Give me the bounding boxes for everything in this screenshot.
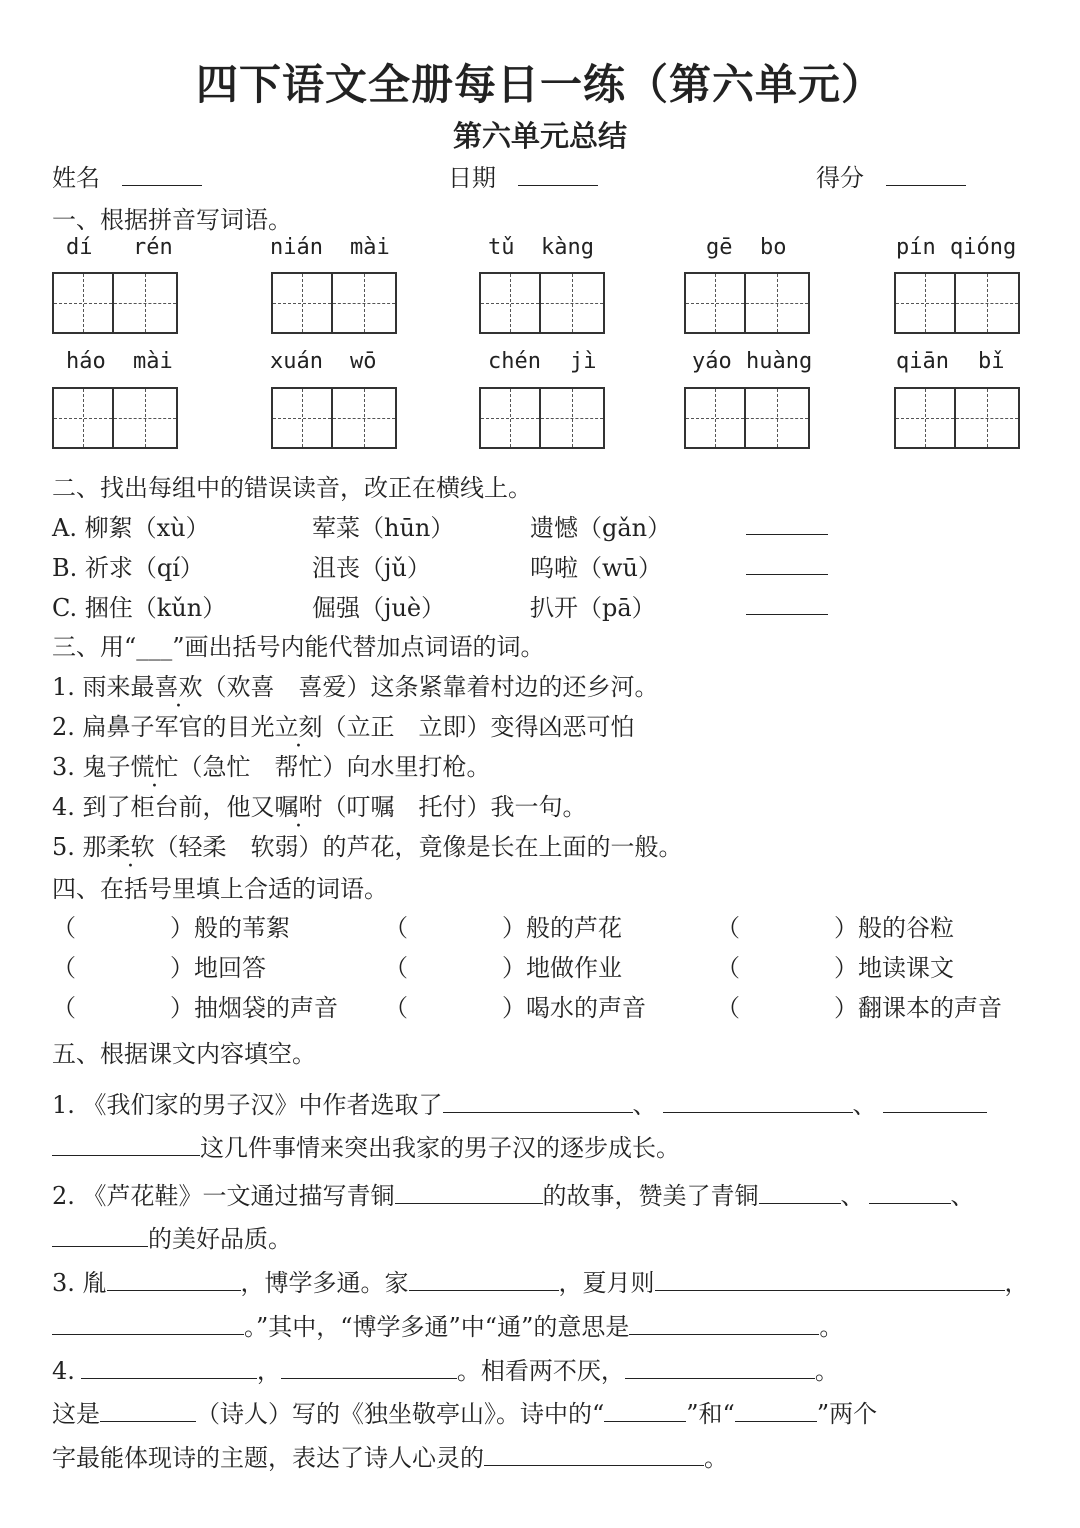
- answer-blank[interactable]: [52, 1222, 148, 1247]
- q4-text: 字最能体现诗的主题，表达了诗人心灵的: [52, 1444, 484, 1472]
- paren-open: （: [716, 994, 740, 1022]
- fill-item: ）般的芦花: [502, 914, 622, 942]
- separator: ，: [1004, 1269, 1029, 1297]
- q1-line-2: [52, 1128, 680, 1163]
- paren-open: （: [384, 914, 408, 942]
- answer-blank[interactable]: [52, 1131, 200, 1156]
- item-text: 4. 到了柜台前，他又: [52, 793, 275, 821]
- pronunciation-item: 遗憾（gǎn）: [530, 514, 672, 542]
- fill-item: ）翻课本的声音: [834, 994, 1002, 1022]
- pronunciation-item: 呜啦（wū）: [530, 554, 662, 582]
- period: 。: [704, 1444, 728, 1472]
- fill-item: ）地读课文: [834, 954, 954, 982]
- pinyin: jì: [570, 349, 597, 374]
- q4-line-2: [52, 1394, 877, 1429]
- page-title: 四下语文全册每日一练（第六单元）: [195, 60, 884, 109]
- period: 。: [819, 1313, 844, 1341]
- dotted-word: 嘱咐: [274, 793, 323, 821]
- pinyin: dí: [66, 235, 93, 260]
- paren-open: （: [52, 994, 76, 1022]
- separator: 、: [852, 1091, 877, 1119]
- dotted-word: 立刻: [274, 713, 323, 741]
- pinyin: pín: [896, 235, 936, 260]
- answer-blank[interactable]: [81, 1354, 257, 1379]
- pinyin: qiān: [896, 349, 949, 374]
- pronunciation-item: 倔强（juè）: [312, 594, 446, 622]
- writing-grid[interactable]: [52, 272, 178, 334]
- q2-text: 的美好品质。: [148, 1225, 292, 1253]
- name-blank[interactable]: [122, 161, 202, 186]
- page-subtitle: 第六单元总结: [452, 119, 627, 153]
- synonym-item[interactable]: [52, 747, 491, 782]
- q4-text: 这是: [52, 1400, 100, 1428]
- answer-blank[interactable]: [883, 1088, 987, 1113]
- separator: ，: [256, 1357, 281, 1385]
- paren-open: （: [716, 914, 740, 942]
- writing-grid[interactable]: [894, 387, 1020, 449]
- paren-open: （: [384, 954, 408, 982]
- score-field[interactable]: [816, 158, 966, 193]
- dotted-word: 慌忙: [130, 753, 179, 781]
- correction-blank-a[interactable]: [746, 510, 828, 535]
- q3-text: ，博学多通。家: [240, 1269, 409, 1297]
- writing-grid[interactable]: [894, 272, 1020, 334]
- pinyin: háo: [66, 349, 106, 374]
- pinyin: xuán: [270, 349, 323, 374]
- correction-blank-c[interactable]: [746, 590, 828, 615]
- separator: 、: [840, 1182, 865, 1210]
- item-text: 3. 鬼子: [52, 753, 131, 781]
- item-options: （急忙 帮忙）向水里打枪。: [178, 753, 491, 781]
- pinyin: bǐ: [978, 349, 1005, 374]
- paren-open: （: [52, 954, 76, 982]
- section-5-heading: 五、根据课文内容填空。: [52, 1040, 316, 1068]
- dotted-word: 柔软: [106, 833, 155, 861]
- answer-blank[interactable]: [52, 1310, 244, 1335]
- pinyin: gē: [706, 235, 733, 260]
- score-label: 得分: [816, 164, 864, 192]
- section-3-heading: 三、用“___”画出括号内能代替加点词语的词。: [52, 633, 545, 661]
- writing-grid[interactable]: [684, 272, 810, 334]
- pinyin: mài: [133, 349, 173, 374]
- pinyin: chén: [488, 349, 541, 374]
- correction-blank-b[interactable]: [746, 550, 828, 575]
- answer-blank[interactable]: [107, 1266, 241, 1291]
- paren-open: （: [52, 914, 76, 942]
- date-field[interactable]: [448, 158, 598, 193]
- fill-item: ）抽烟袋的声音: [170, 994, 338, 1022]
- q3-line-2: [52, 1307, 843, 1342]
- q4-line-1: [52, 1351, 839, 1386]
- answer-blank[interactable]: [629, 1310, 819, 1335]
- score-blank[interactable]: [886, 161, 966, 186]
- pinyin: yáo: [692, 349, 732, 374]
- pinyin: tǔ: [488, 235, 515, 260]
- q2-text: 的故事，赞美了青铜: [542, 1182, 759, 1210]
- synonym-item[interactable]: [52, 707, 635, 742]
- answer-blank[interactable]: [409, 1266, 559, 1291]
- period: 。: [814, 1357, 839, 1385]
- writing-grid[interactable]: [479, 387, 605, 449]
- writing-grid[interactable]: [52, 387, 178, 449]
- writing-grid[interactable]: [684, 387, 810, 449]
- pinyin: huàng: [746, 349, 813, 374]
- fill-item: ）地回答: [170, 954, 266, 982]
- answer-blank[interactable]: [281, 1354, 457, 1379]
- q2-line-1: [52, 1176, 975, 1211]
- q3-text: 。”其中，“博学多通”中“通”的意思是: [244, 1313, 630, 1341]
- pronunciation-item: 扒开（pā）: [530, 594, 656, 622]
- synonym-item[interactable]: [52, 667, 659, 702]
- q4-text: 。相看两不厌，: [456, 1357, 625, 1385]
- writing-grid[interactable]: [479, 272, 605, 334]
- answer-blank[interactable]: [735, 1397, 817, 1422]
- paren-open: （: [384, 994, 408, 1022]
- answer-blank[interactable]: [759, 1179, 841, 1204]
- answer-blank[interactable]: [484, 1441, 704, 1466]
- answer-blank[interactable]: [663, 1088, 853, 1113]
- dotted-word: 喜欢: [154, 673, 203, 701]
- answer-blank[interactable]: [869, 1179, 951, 1204]
- answer-blank[interactable]: [443, 1088, 633, 1113]
- answer-blank[interactable]: [604, 1397, 686, 1422]
- item-options: （欢喜 喜爱）这条紧靠着村边的还乡河。: [202, 673, 659, 701]
- answer-blank[interactable]: [655, 1266, 1005, 1291]
- date-blank[interactable]: [518, 161, 598, 186]
- fill-item: ）般的谷粒: [834, 914, 954, 942]
- date-label: 日期: [448, 164, 496, 192]
- pronunciation-item: C. 捆住（kǔn）: [52, 594, 227, 622]
- q3-text: 3. 胤: [52, 1269, 107, 1297]
- q4-line-3: [52, 1438, 728, 1473]
- pinyin: nián: [270, 235, 323, 260]
- pinyin: rén: [133, 235, 173, 260]
- q1-line-1: [52, 1085, 987, 1120]
- answer-blank[interactable]: [395, 1179, 543, 1204]
- item-options: （立正 立即）变得凶恶可怕: [322, 713, 635, 741]
- pronunciation-item: B. 祈求（qí）: [52, 554, 204, 582]
- q1-text: 这几件事情来突出我家的男子汉的逐步成长。: [200, 1134, 680, 1162]
- section-2-heading: 二、找出每组中的错误读音，改正在横线上。: [52, 474, 532, 502]
- name-field[interactable]: [52, 158, 202, 193]
- answer-blank[interactable]: [625, 1354, 815, 1379]
- q3-text: ，夏月则: [558, 1269, 655, 1297]
- q3-line-1: [52, 1263, 1029, 1298]
- item-text: 2. 扁鼻子军官的目光: [52, 713, 275, 741]
- section-4-heading: 四、在括号里填上合适的词语。: [52, 875, 388, 903]
- fill-item: ）喝水的声音: [502, 994, 646, 1022]
- writing-grid[interactable]: [271, 272, 397, 334]
- pinyin: kàng: [541, 235, 594, 260]
- separator: 、: [950, 1182, 975, 1210]
- q4-text: 4.: [52, 1357, 75, 1385]
- pinyin: bo: [760, 235, 787, 260]
- pronunciation-item: A. 柳絮（xù）: [52, 514, 210, 542]
- fill-item: ）地做作业: [502, 954, 622, 982]
- synonym-item[interactable]: [52, 787, 587, 822]
- item-options: （叮嘱 托付）我一句。: [322, 793, 587, 821]
- paren-open: （: [716, 954, 740, 982]
- separator: 、: [632, 1091, 657, 1119]
- pronunciation-item: 荤菜（hūn）: [312, 514, 455, 542]
- q4-text: ”和“: [686, 1400, 735, 1428]
- pinyin: mài: [350, 235, 390, 260]
- q4-text: ”两个: [816, 1400, 878, 1428]
- pinyin: qióng: [950, 235, 1017, 260]
- answer-blank[interactable]: [100, 1397, 196, 1422]
- name-label: 姓名: [52, 164, 100, 192]
- item-text: 5. 那: [52, 833, 107, 861]
- item-text: 1. 雨来最: [52, 673, 155, 701]
- q2-line-2: [52, 1219, 292, 1254]
- q2-text: 2. 《芦花鞋》一文通过描写青铜: [52, 1182, 395, 1210]
- item-options: （轻柔 软弱）的芦花，竟像是长在上面的一般。: [154, 833, 683, 861]
- pinyin: wō: [350, 349, 377, 374]
- fill-item: ）般的苇絮: [170, 914, 290, 942]
- section-1-heading: 一、根据拼音写词语。: [52, 206, 292, 234]
- synonym-item[interactable]: [52, 827, 683, 862]
- pronunciation-item: 沮丧（jǔ）: [312, 554, 431, 582]
- writing-grid[interactable]: [271, 387, 397, 449]
- q1-text: 1. 《我们家的男子汉》中作者选取了: [52, 1091, 443, 1119]
- q4-text: （诗人）写的《独坐敬亭山》。诗中的“: [196, 1400, 605, 1428]
